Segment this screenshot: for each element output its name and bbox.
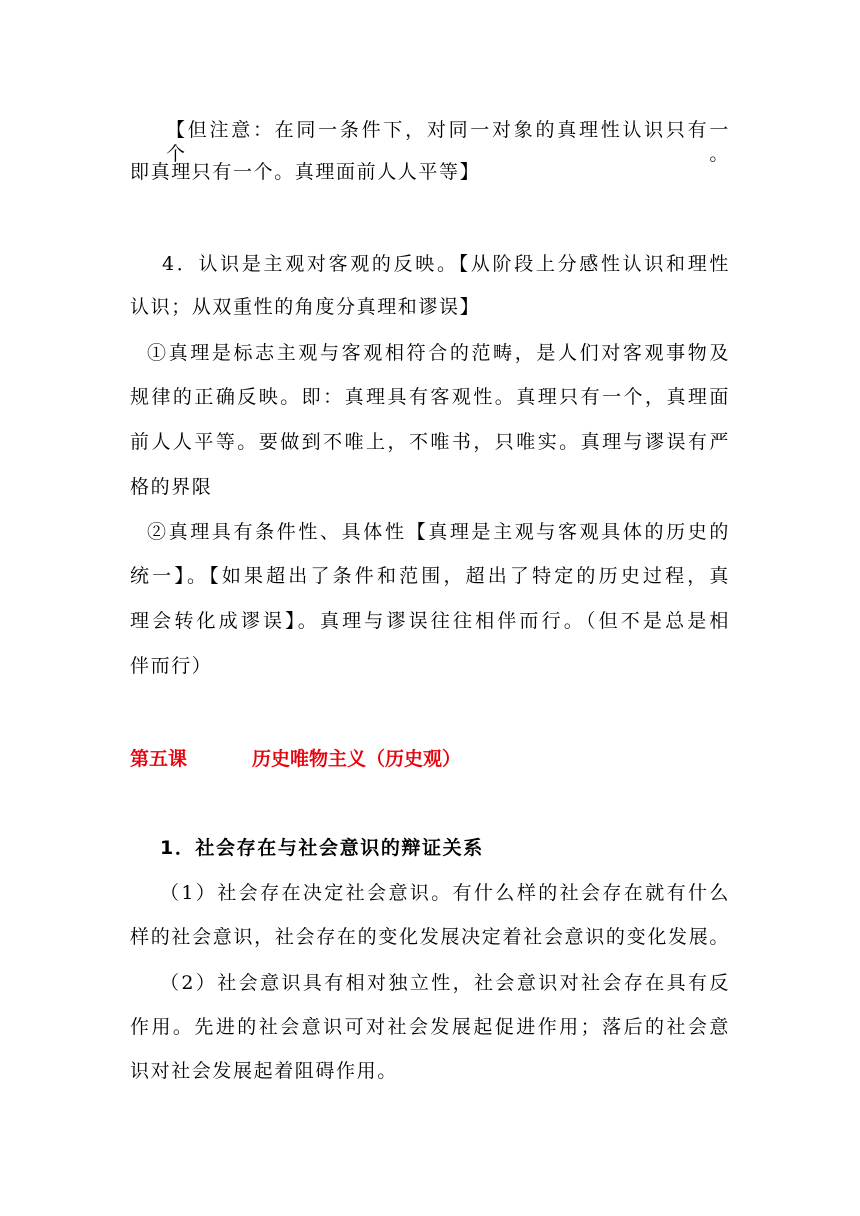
item-1-line-1: ①真理是标志主观与客观相符合的范畴，是人们对客观事物及	[147, 342, 730, 364]
item-2-line-3: 理会转化成谬误】。真理与谬误往往相伴而行。（但不是总是相	[130, 610, 730, 632]
item-2-line-2: 统一】。【如果超出了条件和范围，超出了特定的历史过程，真	[130, 565, 730, 587]
lesson-number: 第五课	[130, 748, 188, 770]
item-1-line-4: 格的界限	[130, 476, 213, 498]
lesson-title: 历史唯物主义（历史观）	[252, 748, 462, 770]
point-4-line-1: 4．认识是主观对客观的反映。【从阶段上分感性认识和理性	[162, 253, 730, 275]
section-1-para-1-line-2: 样的社会意识，社会存在的变化发展决定着社会意识的变化发展。	[130, 926, 730, 948]
point-4-line-2: 认识；从双重性的角度分真理和谬误】	[130, 296, 481, 318]
item-1-line-3: 前人人平等。要做到不唯上，不唯书，只唯实。真理与谬误有严	[130, 431, 730, 453]
section-1-para-2-line-3: 识对社会发展起着阻碍作用。	[130, 1060, 398, 1082]
section-1-para-2-line-1: （2）社会意识具有相对独立性，社会意识对社会存在具有反	[160, 972, 730, 994]
item-1-line-2: 规律的正确反映。即：真理具有客观性。真理只有一个，真理面	[130, 386, 730, 408]
item-2-line-4: 伴而行）	[130, 655, 213, 677]
section-1-para-2-line-2: 作用。先进的社会意识可对社会发展起促进作用；落后的社会意	[130, 1016, 730, 1038]
item-2-line-1: ②真理具有条件性、具体性【真理是主观与客观具体的历史的	[147, 521, 730, 543]
lesson-heading	[130, 747, 462, 771]
note-line-1: 【但注意：在同一条件下，对同一对象的真理性认识只有一个。	[166, 119, 730, 165]
section-1-heading: 1．社会存在与社会意识的辩证关系	[160, 837, 484, 859]
note-line-2: 即真理只有一个。真理面前人人平等】	[130, 161, 481, 183]
section-1-para-1-line-1: （1）社会存在决定社会意识。有什么样的社会存在就有什么	[160, 882, 730, 904]
